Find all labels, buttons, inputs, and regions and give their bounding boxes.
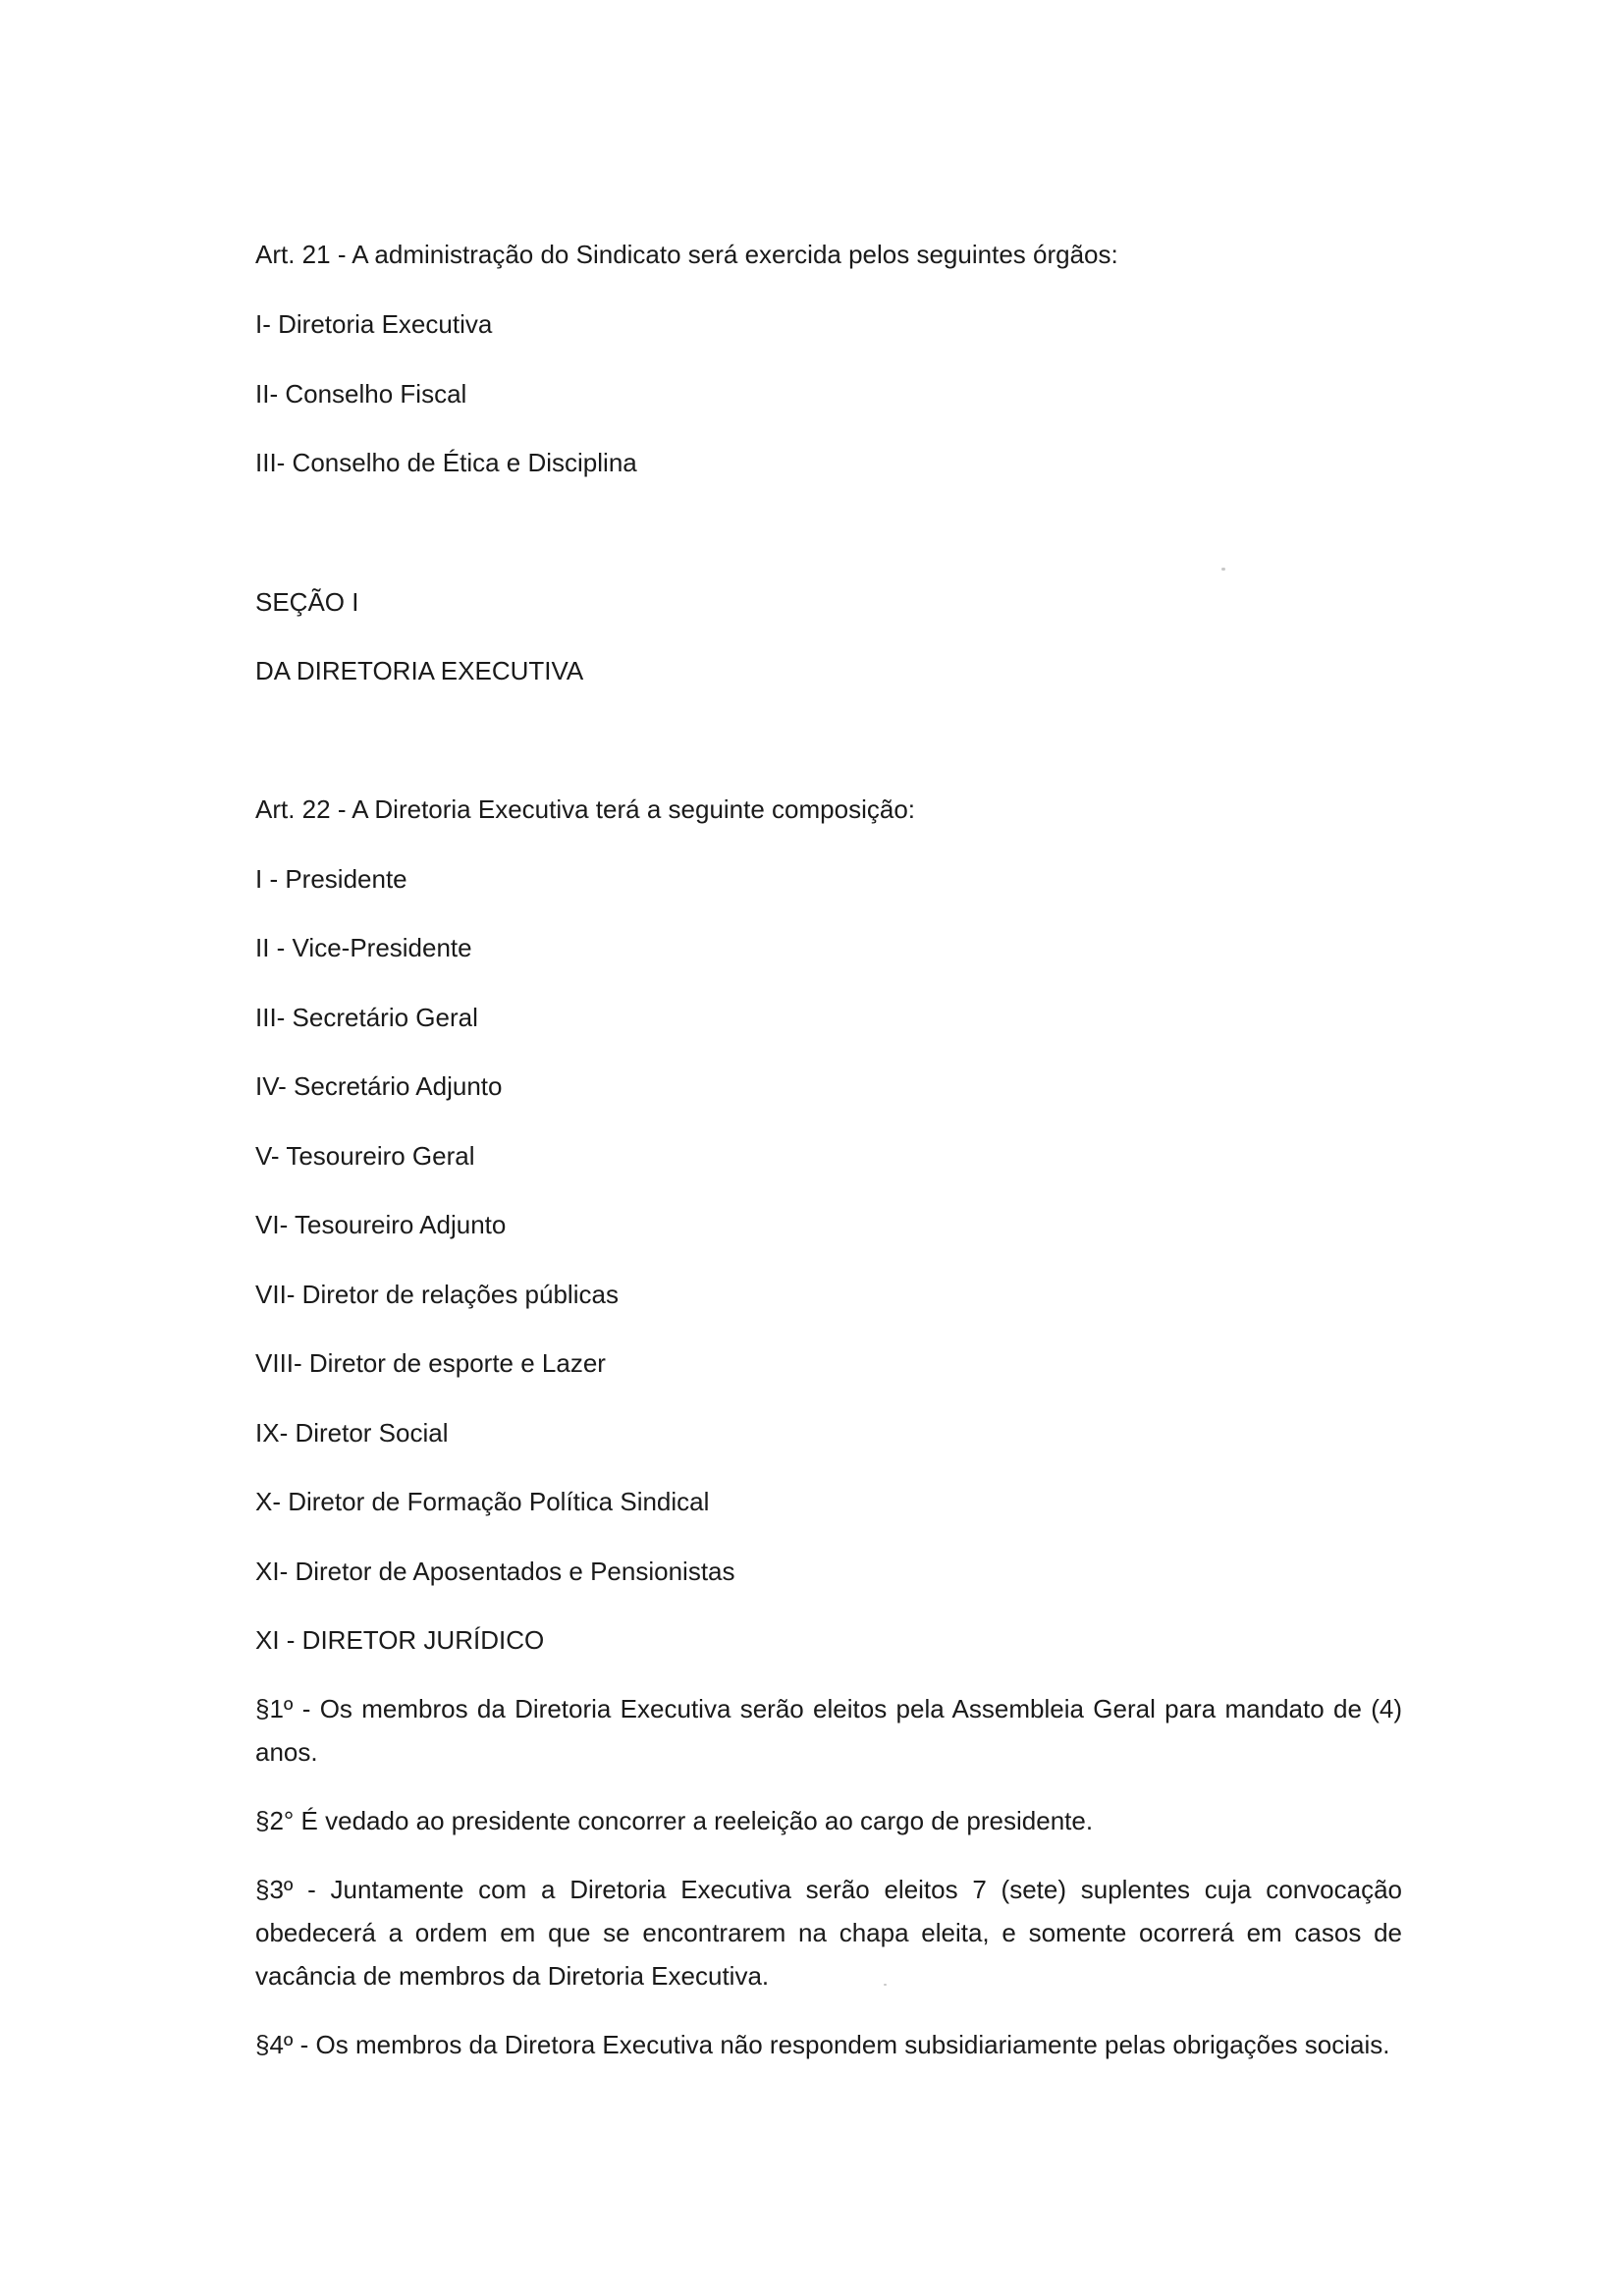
art22-item-11: XI- Diretor de Aposentados e Pensionistas — [255, 1557, 735, 1586]
paragraph-2: §2° É vedado ao presidente concorrer a reeleição ao cargo de presidente. — [255, 1806, 1094, 1835]
paragraph-4: §4º - Os membros da Diretora Executiva não respondem subsidiariamente pelas obrigações sociais. — [255, 2030, 1390, 2059]
art22-item-5: V- Tesoureiro Geral — [255, 1141, 475, 1171]
art22-item-4: IV- Secretário Adjunto — [255, 1071, 503, 1101]
art22-item-12: XI - DIRETOR JURÍDICO — [255, 1625, 545, 1655]
art22-heading: Art. 22 - A Diretoria Executiva terá a seguinte composição: — [255, 794, 916, 824]
scan-speck — [884, 1984, 887, 1986]
art22-item-1: I - Presidente — [255, 864, 407, 894]
art22-item-3: III- Secretário Geral — [255, 1003, 478, 1032]
art22-item-6: VI- Tesoureiro Adjunto — [255, 1210, 507, 1239]
art22-item-9: IX- Diretor Social — [255, 1418, 449, 1448]
art22-item-8: VIII- Diretor de esporte e Lazer — [255, 1348, 606, 1378]
section-title: DA DIRETORIA EXECUTIVA — [255, 656, 584, 685]
section-number: SEÇÃO I — [255, 587, 359, 617]
paragraph-3: §3º - Juntamente com a Diretoria Executiva serão eleitos 7 (sete) suplentes cuja convocação obedecerá a ordem em que se encontrarem na chapa eleita, e somente ocorrerá em casos de vacância de membros da Diretoria Executiva. — [255, 1875, 1402, 1991]
art22-item-10: X- Diretor de Formação Política Sindical — [255, 1487, 710, 1516]
art21-item-3: III- Conselho de Ética e Disciplina — [255, 448, 637, 477]
art22-item-2: II - Vice-Presidente — [255, 933, 472, 962]
art22-item-7: VII- Diretor de relações públicas — [255, 1280, 619, 1309]
art21-item-2: II- Conselho Fiscal — [255, 379, 467, 409]
art21-item-1: I- Diretoria Executiva — [255, 309, 493, 339]
scan-speck — [1221, 568, 1225, 571]
art21-heading: Art. 21 - A administração do Sindicato será exercida pelos seguintes órgãos: — [255, 240, 1118, 269]
paragraph-1: §1º - Os membros da Diretoria Executiva serão eleitos pela Assembleia Geral para mandato de (4) anos. — [255, 1694, 1402, 1767]
